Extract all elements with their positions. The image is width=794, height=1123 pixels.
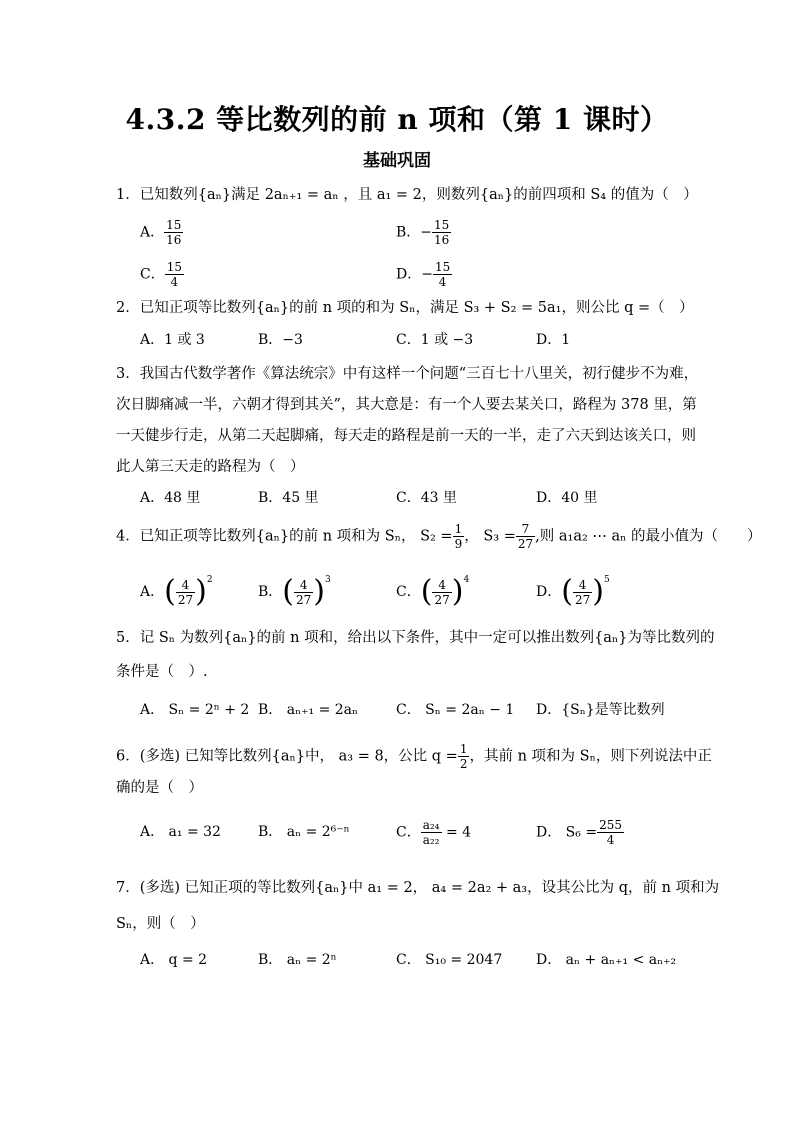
q2-option-b: B．−3 <box>258 332 303 348</box>
q2-option-a: A．1 或 3 <box>140 332 205 348</box>
q1-option-c: C． $\frac{15}{4}$ <box>140 260 182 289</box>
q6-option-c: C． $\frac{\text{a₂₄}}{\text{a₂₂}}$ = 4 <box>396 818 472 847</box>
q5-stem-line-2: 条件是（ ）. <box>116 664 208 680</box>
q5-option-b: B． aₙ₊₁ = 2aₙ <box>258 702 359 718</box>
q5-stem-line-1: 5．记 Sₙ 为数列{aₙ}的前 n 项和，给出以下条件，其中一定可以推出数列{aₙ}为等比数列的 <box>116 630 715 646</box>
q3-option-b: B．45 里 <box>258 490 319 506</box>
q6-stem-line-2: 确的是（ ） <box>116 780 203 796</box>
q1-option-d: D．− $\frac{15}{4}$ <box>396 260 451 289</box>
q3-stem-line-1: 3．我国古代数学著作《算法统宗》中有这样一个问题“三百七十八里关，初行健步不为难， <box>116 366 699 382</box>
q2-option-c: C．1 或 −3 <box>396 332 474 348</box>
q4-option-a: A．( $\frac{4}{27}$ )$^2$ <box>140 574 213 609</box>
q7-option-d: D． aₙ + aₙ₊₁ < aₙ₊₂ <box>536 952 677 968</box>
q6-stem-line-1: 6．(多选) 已知等比数列{aₙ}中， a₃ = 8，公比 q = $\frac{1}{2}$ ，其前 n 项和为 Sₙ，则下列说法中正 <box>116 742 712 771</box>
q3-stem-line-2: 次日脚痛减一半，六朝才得到其关”，其大意是：有一个人要去某关口，路程为 378 里，第 <box>116 397 697 413</box>
q3-stem-line-4: 此人第三天走的路程为（ ） <box>116 459 305 475</box>
q4-stem: 4．已知正项等比数列{aₙ}的前 n 项和为 Sₙ， S₂ = $\frac{1}{9}$ ， S₃ = $\frac{7}{27}$ ,则 a₁a₂ ⋯ aₙ 的最小值为（ ） <box>116 522 762 551</box>
page-title: 4.3.2 等比数列的前 n 项和（第 1 课时） <box>125 103 669 136</box>
q6-option-b: B． aₙ = 2⁶⁻ⁿ <box>258 824 350 840</box>
q5-option-d: D．{Sₙ}是等比数列 <box>536 702 665 718</box>
q2-stem: 2．已知正项等比数列{aₙ}的前 n 项的和为 Sₙ，满足 S₃ + S₂ = 5a₁，则公比 q =（ ） <box>116 300 694 316</box>
q7-option-a: A． q = 2 <box>140 952 208 968</box>
q1-option-a: A． $\frac{15}{16}$ <box>140 218 182 247</box>
q4-option-d: D．( $\frac{4}{27}$ )$^5$ <box>536 574 610 609</box>
q3-stem-line-3: 一天健步行走，从第二天起脚痛，每天走的路程是前一天的一半，走了六天到达该关口，则 <box>116 428 696 444</box>
q2-option-d: D．1 <box>536 332 571 348</box>
q6-option-a: A． a₁ = 32 <box>140 824 221 840</box>
q5-option-c: C． Sₙ = 2aₙ − 1 <box>396 702 515 718</box>
q7-option-c: C． S₁₀ = 2047 <box>396 952 503 968</box>
q3-option-a: A．48 里 <box>140 490 201 506</box>
q6-option-d: D． S₆ = $\frac{255}{4}$ <box>536 818 622 847</box>
q4-option-c: C．( $\frac{4}{27}$ )$^4$ <box>396 574 470 609</box>
q7-option-b: B． aₙ = 2ⁿ <box>258 952 337 968</box>
q3-option-d: D．40 里 <box>536 490 598 506</box>
q7-stem-line-2: Sₙ，则（ ） <box>116 916 205 932</box>
q4-option-b: B．( $\frac{4}{27}$ )$^3$ <box>258 574 331 609</box>
q1-stem: 1．已知数列{aₙ}满足 2aₙ₊₁ = aₙ ，且 a₁ = 2，则数列{aₙ}的前四项和 S₄ 的值为（ ） <box>116 187 698 203</box>
q7-stem-line-1: 7．(多选) 已知正项的等比数列{aₙ}中 a₁ = 2， a₄ = 2a₂ + a₃，设其公比为 q，前 n 项和为 <box>116 880 720 896</box>
q3-option-c: C．43 里 <box>396 490 457 506</box>
q5-option-a: A． Sₙ = 2ⁿ + 2 <box>140 702 250 718</box>
section-heading: 基础巩固 <box>363 151 431 171</box>
q1-option-b: B．− $\frac{15}{16}$ <box>396 218 450 247</box>
